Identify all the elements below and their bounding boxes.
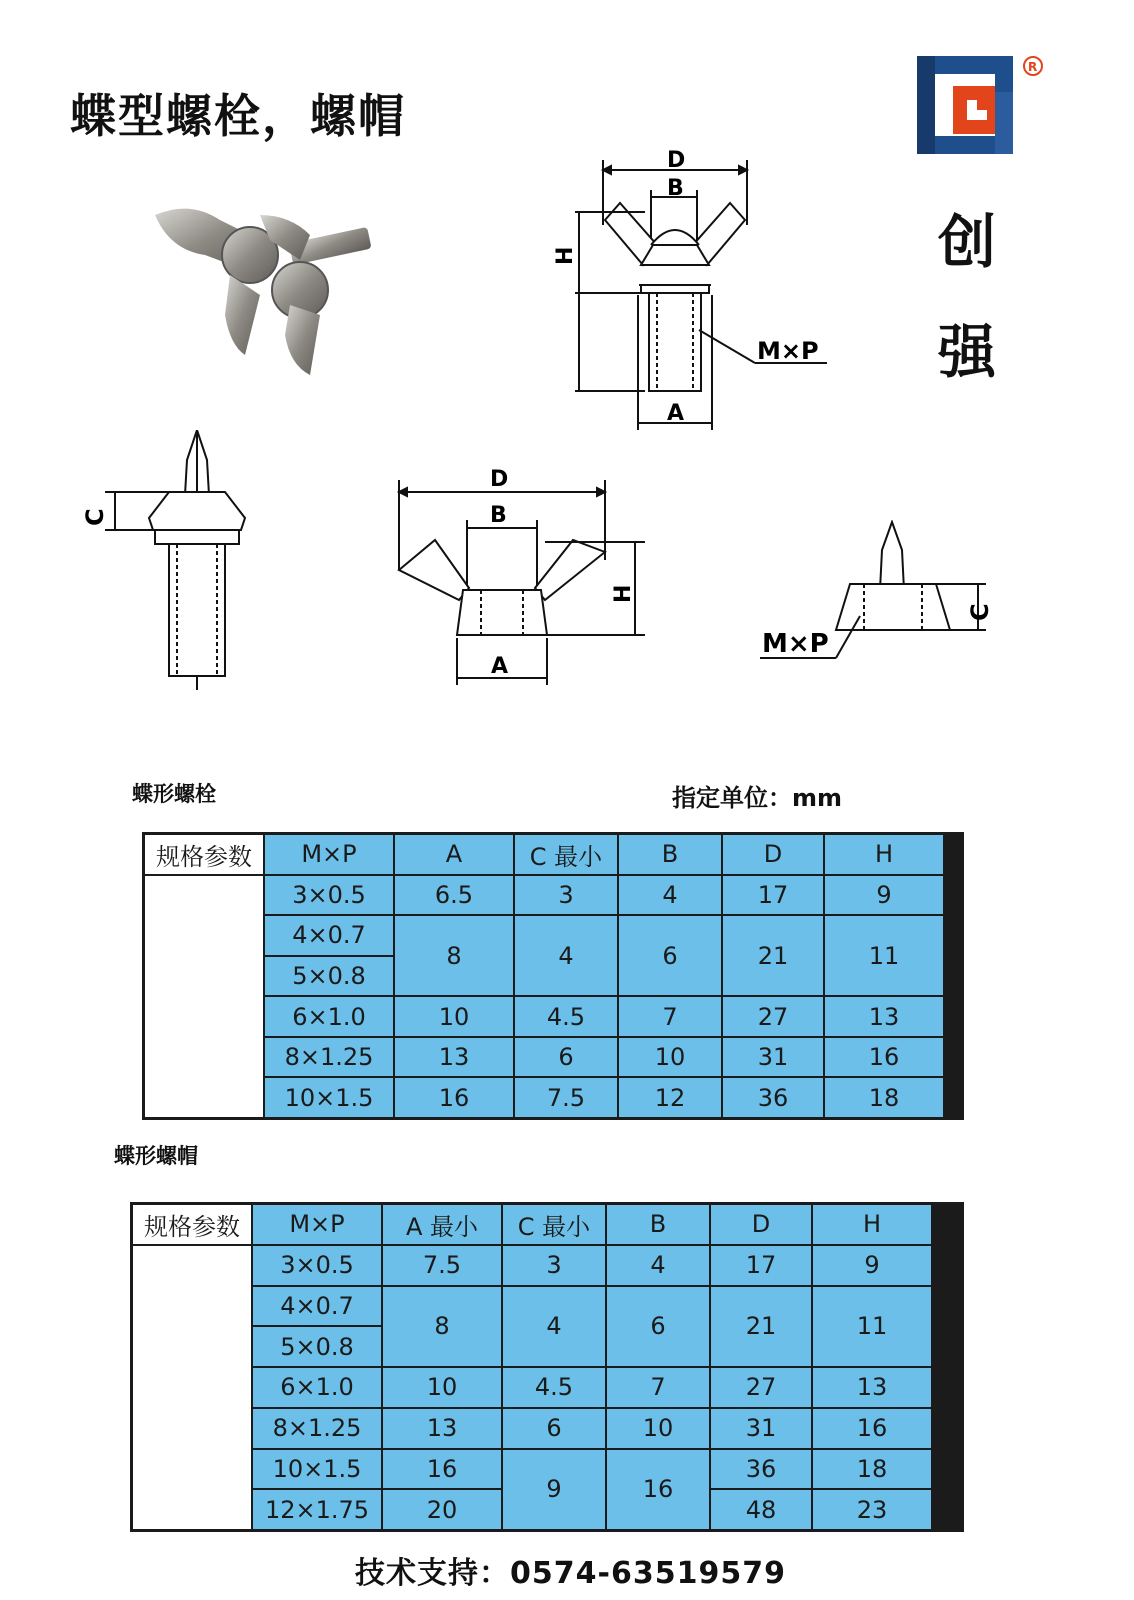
table-cell: 16 xyxy=(813,1409,931,1448)
table-cell: 11 xyxy=(813,1287,931,1367)
table-cell: 4 xyxy=(607,1246,709,1285)
label-c-2: C xyxy=(81,508,109,526)
table-cell: 10 xyxy=(395,997,513,1036)
table-cell: 8 xyxy=(383,1287,501,1367)
header-a: A 最小 xyxy=(383,1205,501,1244)
label-b-3: B xyxy=(490,503,507,528)
table-cell: 36 xyxy=(711,1450,811,1489)
table-cell: 31 xyxy=(723,1038,823,1077)
table-cell: 4.5 xyxy=(515,997,617,1036)
table-cell: 18 xyxy=(825,1078,943,1117)
support-phone: 技术支持：0574-63519579 xyxy=(355,1556,786,1591)
table-cell: 36 xyxy=(723,1078,823,1117)
table-cell: 6 xyxy=(515,1038,617,1077)
unit-note: 指定单位：mm xyxy=(672,784,843,812)
table-cell: 7 xyxy=(607,1368,709,1407)
table-cell: 3×0.5 xyxy=(253,1246,381,1285)
bolt-table-label: 蝶形螺栓 xyxy=(132,782,216,806)
table-cell: 13 xyxy=(825,997,943,1036)
table-cell: 5×0.8 xyxy=(253,1327,381,1366)
header-mp: M×P xyxy=(253,1205,381,1244)
header-b: B xyxy=(607,1205,709,1244)
bolt-spec-table xyxy=(142,832,964,1120)
page-title: 蝶型螺栓，螺帽 xyxy=(70,89,406,143)
table-cell: 12×1.75 xyxy=(253,1490,381,1529)
label-d-1: D xyxy=(667,148,686,173)
header-h: H xyxy=(813,1205,931,1244)
table-cell: 4×0.7 xyxy=(253,1287,381,1326)
header-a: A xyxy=(395,835,513,874)
table-cell: 16 xyxy=(825,1038,943,1077)
table-cell: 20 xyxy=(383,1490,501,1529)
table-cell: 4.5 xyxy=(503,1368,605,1407)
table-cell: 7.5 xyxy=(515,1078,617,1117)
table-cell: 8 xyxy=(395,916,513,995)
table-cell: 10 xyxy=(619,1038,721,1077)
label-d-3: D xyxy=(490,467,509,492)
label-c-4: C xyxy=(966,603,994,621)
table-cell: 4 xyxy=(503,1287,605,1367)
table-cell: 48 xyxy=(711,1490,811,1529)
table-cell: 17 xyxy=(711,1246,811,1285)
table-cell: 23 xyxy=(813,1490,931,1529)
table-cell: 31 xyxy=(711,1409,811,1448)
label-b-1: B xyxy=(667,176,684,201)
table-cell: 16 xyxy=(383,1450,501,1489)
spec-blank-cell xyxy=(133,1246,251,1529)
table-cell: 6.5 xyxy=(395,876,513,915)
table-cell: 6 xyxy=(607,1287,709,1367)
table-cell: 13 xyxy=(813,1368,931,1407)
table-cell: 8×1.25 xyxy=(253,1409,381,1448)
table-cell: 12 xyxy=(619,1078,721,1117)
label-a-3: A xyxy=(491,654,509,679)
table-cell: 27 xyxy=(711,1368,811,1407)
header-h: H xyxy=(825,835,943,874)
brand-char-2: 强 xyxy=(938,318,997,386)
table-cell: 17 xyxy=(723,876,823,915)
table-cell: 9 xyxy=(503,1450,605,1530)
table-cell: 16 xyxy=(607,1450,709,1530)
header-c: C 最小 xyxy=(515,835,617,874)
header-d: D xyxy=(711,1205,811,1244)
table-cell: 4 xyxy=(619,876,721,915)
table-cell: 6 xyxy=(503,1409,605,1448)
table-cell: 10 xyxy=(607,1409,709,1448)
nut-spec-table xyxy=(130,1202,964,1532)
svg-text:R: R xyxy=(1028,60,1038,74)
table-cell: 9 xyxy=(813,1246,931,1285)
brand-logo xyxy=(915,52,1050,160)
table-cell: 13 xyxy=(395,1038,513,1077)
table-cell: 10×1.5 xyxy=(253,1450,381,1489)
table-cell: 4×0.7 xyxy=(265,916,393,955)
bolt-side-diagram xyxy=(75,430,275,700)
bolt-front-diagram xyxy=(545,145,845,435)
table-cell: 21 xyxy=(723,916,823,995)
table-cell: 6×1.0 xyxy=(253,1368,381,1407)
table-cell: 10×1.5 xyxy=(265,1078,393,1117)
table-cell: 7.5 xyxy=(383,1246,501,1285)
table-cell: 9 xyxy=(825,876,943,915)
header-spec: 规格参数 xyxy=(145,835,263,874)
brand-char-1: 创 xyxy=(938,208,997,276)
label-h-1: H xyxy=(553,246,578,265)
table-cell: 3 xyxy=(503,1246,605,1285)
table-cell: 10 xyxy=(383,1368,501,1407)
table-cell: 3 xyxy=(515,876,617,915)
table-cell: 13 xyxy=(383,1409,501,1448)
table-cell: 11 xyxy=(825,916,943,995)
header-spec: 规格参数 xyxy=(133,1205,251,1244)
label-h-3: H xyxy=(611,584,636,603)
spec-blank-cell xyxy=(145,876,263,1117)
nut-front-diagram xyxy=(395,460,660,695)
table-cell: 27 xyxy=(723,997,823,1036)
table-cell: 6 xyxy=(619,916,721,995)
header-d: D xyxy=(723,835,823,874)
product-photo xyxy=(150,195,385,385)
table-cell: 21 xyxy=(711,1287,811,1367)
header-b: B xyxy=(619,835,721,874)
label-a-1: A xyxy=(667,401,685,426)
table-cell: 5×0.8 xyxy=(265,957,393,996)
table-cell: 16 xyxy=(395,1078,513,1117)
header-c: C 最小 xyxy=(503,1205,605,1244)
table-cell: 6×1.0 xyxy=(265,997,393,1036)
header-mp: M×P xyxy=(265,835,393,874)
table-cell: 3×0.5 xyxy=(265,876,393,915)
table-cell: 8×1.25 xyxy=(265,1038,393,1077)
table-cell: 7 xyxy=(619,997,721,1036)
table-cell: 18 xyxy=(813,1450,931,1489)
nut-side-diagram xyxy=(760,520,1000,675)
label-mp-4: M×P xyxy=(762,629,829,659)
label-mp-1: M×P xyxy=(757,337,819,365)
nut-table-label: 蝶形螺帽 xyxy=(114,1144,198,1168)
table-cell: 4 xyxy=(515,916,617,995)
